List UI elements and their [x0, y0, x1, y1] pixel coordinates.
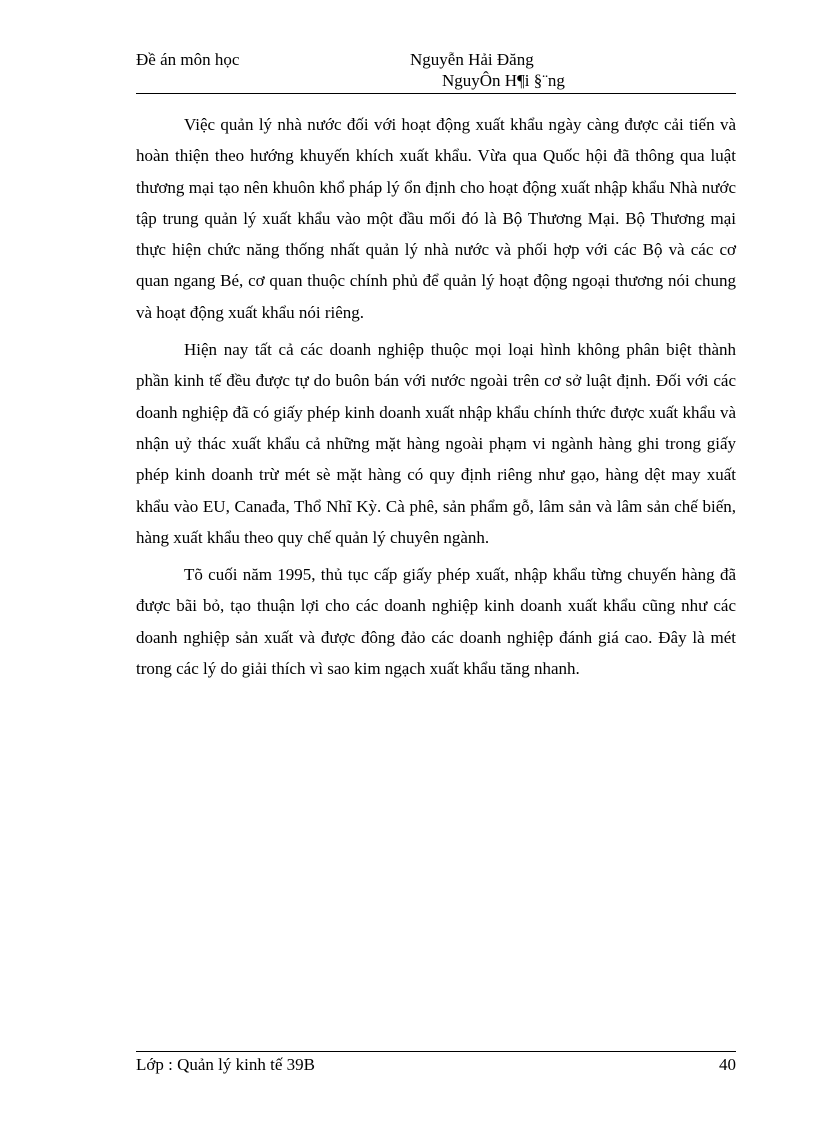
- footer-rule: [136, 1051, 736, 1052]
- paragraph-1: Việc quản lý nhà nước đối với hoạt động xuất khẩu ngày càng được cải tiến và hoàn thiện theo hướng khuyến khích xuất khẩu. Vừa qua Quốc hội đã thông qua luật thương mại tạo nên khuôn khổ pháp lý ổn định cho hoạt động xuất nhập khẩu Nhà nước tập trung quản lý xuất khẩu vào một đầu mối đó là Bộ Thương Mại. Bộ Thương mại thực hiện chức năng thống nhất quản lý nhà nước và phối hợp với các Bộ và các cơ quan ngang Bé, cơ quan thuộc chính phủ để quản lý hoạt động ngoại thương nói chung và hoạt động xuất khẩu nói riêng.: [136, 115, 736, 322]
- page-header: [0, 0, 816, 100]
- paragraph-2: Hiện nay tất cả các doanh nghiệp thuộc mọi loại hình không phân biệt thành phần kinh tế đều được tự do buôn bán với nước ngoài trên cơ sở luật định. Đối với các doanh nghiệp đã có giấy phép kinh doanh xuất nhập khẩu chính thức được xuất khẩu và nhận uỷ thác xuất khẩu cả những mặt hàng ngoài phạm vi ngành hàng ghi trong giấy phép kinh doanh trừ mét sè mặt hàng có quy định riêng như gạo, hàng dệt may xuất khẩu vào EU, Canađa, Thổ Nhĩ Kỳ. Cà phê, sản phẩm gỗ, lâm sản và lâm sản chế biến, hàng xuất khẩu theo quy chế quản lý chuyên ngành.: [136, 340, 736, 547]
- document-body: [136, 109, 736, 690]
- header-author: Nguyễn Hải Đăng: [410, 50, 534, 69]
- footer-class-label: Lớp : Quản lý kinh tế 39B: [136, 1055, 315, 1074]
- header-subject: Đề án môn học: [136, 50, 240, 69]
- header-rule: [136, 93, 736, 94]
- footer-page-number: 40: [719, 1055, 736, 1074]
- paragraph-3: Tõ cuối năm 1995, thủ tục cấp giấy phép xuất, nhập khẩu từng chuyến hàng đã được bãi bỏ, tạo thuận lợi cho các doanh nghiệp kinh doanh xuất khẩu cũng như các doanh nghiệp sản xuất và được đông đảo các doanh nghiệp đánh giá cao. Đây là mét trong các lý do giải thích vì sao kim ngạch xuất khẩu tăng nhanh.: [136, 565, 736, 679]
- header-author-garbled: NguyÔn H¶i §¨ng: [442, 71, 565, 90]
